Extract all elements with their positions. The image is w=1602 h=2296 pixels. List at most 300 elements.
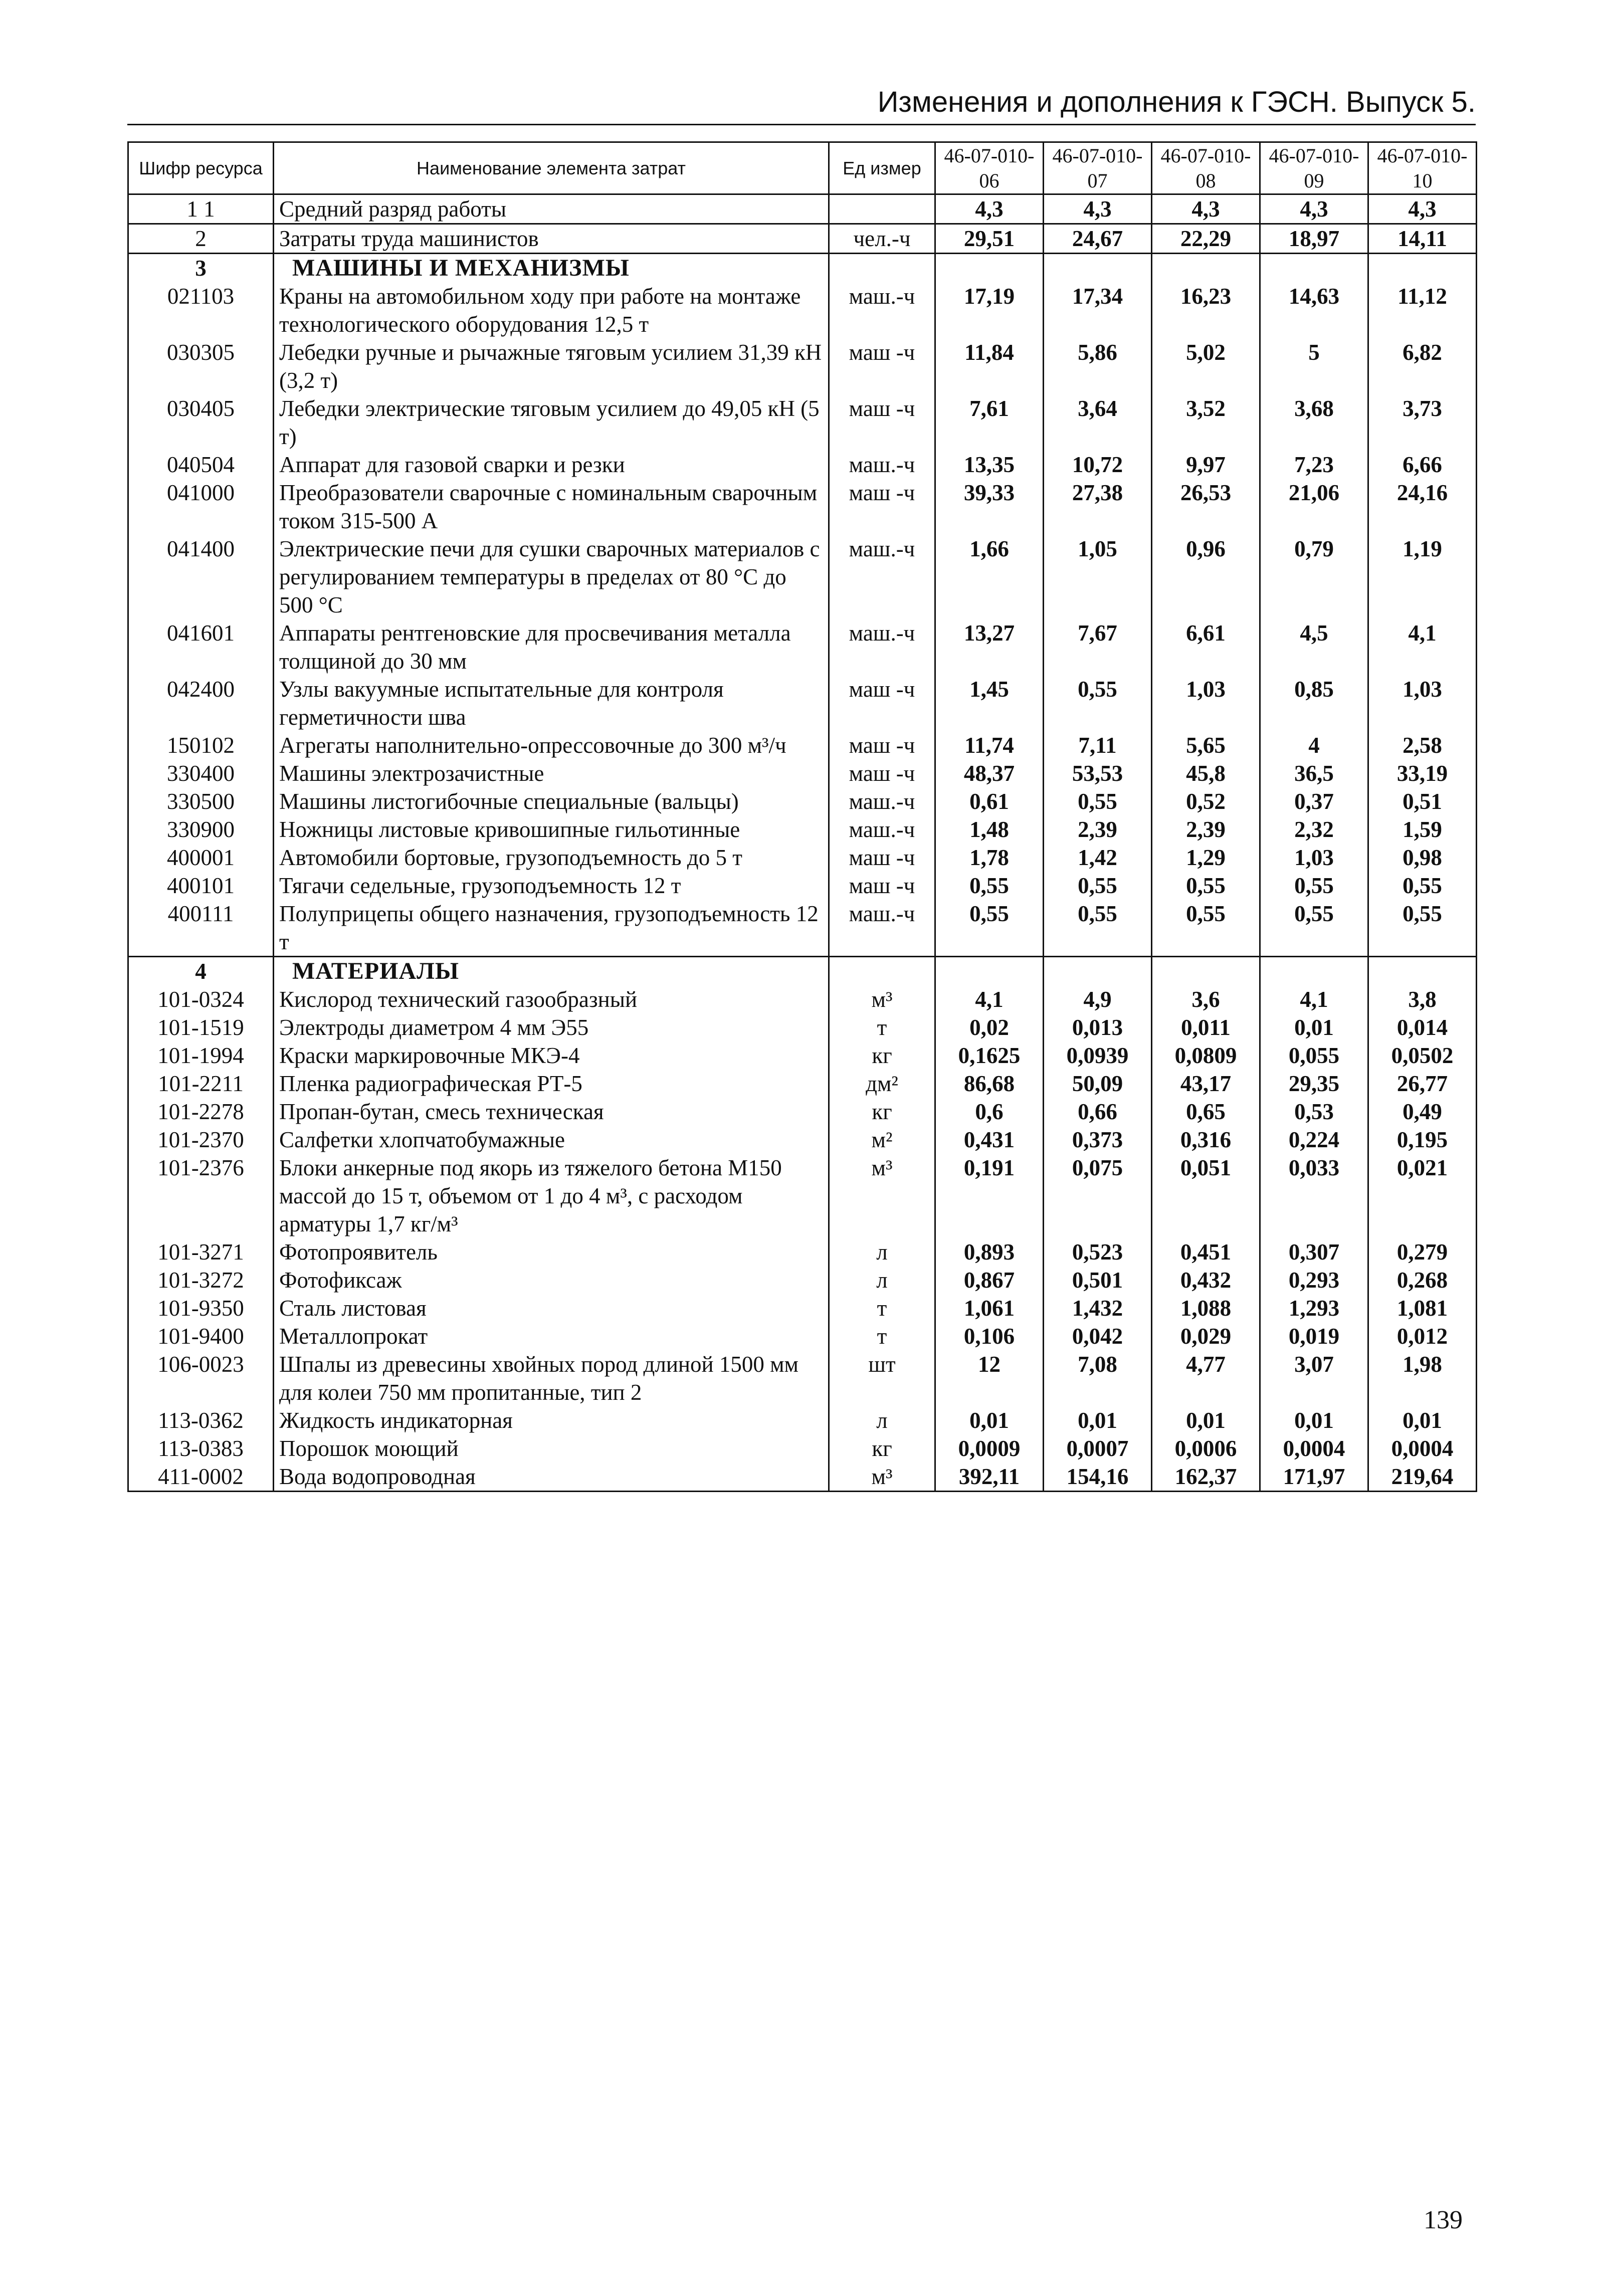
resource-name: Пропан-бутан, смесь техническая bbox=[274, 1098, 829, 1126]
table-row bbox=[128, 787, 1477, 815]
resource-unit: маш -ч bbox=[829, 731, 935, 759]
table-row bbox=[128, 1322, 1477, 1350]
resource-unit: т bbox=[829, 1013, 935, 1041]
norm-value: 7,11 bbox=[1044, 731, 1152, 759]
norm-value: 1,061 bbox=[935, 1294, 1044, 1322]
column-header-norm: 46-07-010-10 bbox=[1368, 142, 1477, 194]
norm-value: 0,65 bbox=[1152, 1098, 1260, 1126]
table-row bbox=[128, 731, 1477, 759]
column-header-norm: 46-07-010-07 bbox=[1044, 142, 1152, 194]
norm-value: 0,373 bbox=[1044, 1126, 1152, 1154]
norm-value: 4,1 bbox=[935, 985, 1044, 1013]
norm-value: 1,293 bbox=[1260, 1294, 1368, 1322]
resource-name: Салфетки хлопчатобумажные bbox=[274, 1126, 829, 1154]
norm-value bbox=[935, 254, 1044, 283]
page-header bbox=[127, 75, 1476, 125]
resource-unit: маш.-ч bbox=[829, 451, 935, 479]
norm-value: 0,279 bbox=[1368, 1238, 1477, 1266]
resource-name: Лебедки ручные и рычажные тяговым усилием 31,39 кН (3,2 т) bbox=[274, 338, 829, 394]
resource-unit: л bbox=[829, 1238, 935, 1266]
norm-value: 3,52 bbox=[1152, 394, 1260, 451]
page-number: 139 bbox=[1424, 2206, 1463, 2234]
norm-value: 0,01 bbox=[1260, 1013, 1368, 1041]
norm-value: 0,021 bbox=[1368, 1154, 1477, 1238]
norm-value: 4,3 bbox=[935, 194, 1044, 224]
norm-value: 86,68 bbox=[935, 1070, 1044, 1098]
resource-unit: м³ bbox=[829, 1154, 935, 1238]
norm-value: 4,3 bbox=[1152, 194, 1260, 224]
resource-name: Затраты труда машинистов bbox=[274, 224, 829, 254]
resource-code: 041601 bbox=[128, 619, 274, 675]
resource-code: 041000 bbox=[128, 479, 274, 535]
table-row bbox=[128, 224, 1477, 254]
norm-value: 0,02 bbox=[935, 1013, 1044, 1041]
norm-value: 0,893 bbox=[935, 1238, 1044, 1266]
resource-code: 030405 bbox=[128, 394, 274, 451]
resource-code: 030305 bbox=[128, 338, 274, 394]
norm-value: 29,35 bbox=[1260, 1070, 1368, 1098]
norm-value: 0,106 bbox=[935, 1322, 1044, 1350]
column-header-code: Шифр ресурса bbox=[128, 142, 274, 194]
norm-value: 13,35 bbox=[935, 451, 1044, 479]
resource-code: 101-1994 bbox=[128, 1041, 274, 1070]
resource-unit: шт bbox=[829, 1350, 935, 1406]
resource-name: Вода водопроводная bbox=[274, 1463, 829, 1492]
norm-value: 10,72 bbox=[1044, 451, 1152, 479]
norm-value: 4,9 bbox=[1044, 985, 1152, 1013]
norm-value: 4 bbox=[1260, 731, 1368, 759]
norm-value: 0,431 bbox=[935, 1126, 1044, 1154]
norm-value: 0,867 bbox=[935, 1266, 1044, 1294]
resource-name: Лебедки электрические тяговым усилием до 49,05 кН (5 т) bbox=[274, 394, 829, 451]
resource-name: Краны на автомобильном ходу при работе на монтаже технологического оборудования 12,5 т bbox=[274, 282, 829, 338]
table-row bbox=[128, 1013, 1477, 1041]
norm-value bbox=[1260, 957, 1368, 986]
norm-value: 26,53 bbox=[1152, 479, 1260, 535]
table-row bbox=[128, 1294, 1477, 1322]
norm-value: 0,61 bbox=[935, 787, 1044, 815]
norm-value: 0,019 bbox=[1260, 1322, 1368, 1350]
norm-value: 0,029 bbox=[1152, 1322, 1260, 1350]
norm-value: 0,0006 bbox=[1152, 1434, 1260, 1463]
resource-name: Автомобили бортовые, грузоподъемность до 5 т bbox=[274, 844, 829, 872]
resource-name: Электроды диаметром 4 мм Э55 bbox=[274, 1013, 829, 1041]
resource-unit: маш -ч bbox=[829, 844, 935, 872]
norm-value: 39,33 bbox=[935, 479, 1044, 535]
resource-name: Порошок моющий bbox=[274, 1434, 829, 1463]
norm-value: 0,51 bbox=[1368, 787, 1477, 815]
norm-value: 48,37 bbox=[935, 759, 1044, 787]
table-row bbox=[128, 338, 1477, 394]
resource-code: 101-0324 bbox=[128, 985, 274, 1013]
norm-value: 26,77 bbox=[1368, 1070, 1477, 1098]
norm-value: 2,32 bbox=[1260, 815, 1368, 844]
norm-value bbox=[1044, 957, 1152, 986]
resource-name: Жидкость индикаторная bbox=[274, 1406, 829, 1434]
norm-value: 4,1 bbox=[1368, 619, 1477, 675]
norm-value: 1,03 bbox=[1152, 675, 1260, 731]
resource-unit: т bbox=[829, 1294, 935, 1322]
table-row bbox=[128, 815, 1477, 844]
resource-unit: маш -ч bbox=[829, 479, 935, 535]
norm-value: 0,55 bbox=[1368, 872, 1477, 900]
resource-unit: чел.-ч bbox=[829, 224, 935, 254]
resource-name: Аппарат для газовой сварки и резки bbox=[274, 451, 829, 479]
norm-value: 5 bbox=[1260, 338, 1368, 394]
norm-value: 0,014 bbox=[1368, 1013, 1477, 1041]
resource-unit: л bbox=[829, 1266, 935, 1294]
resource-name: Электрические печи для сушки сварочных материалов с регулированием температуры в пределах от 80 °С до 500 °С bbox=[274, 535, 829, 619]
norm-value: 1,088 bbox=[1152, 1294, 1260, 1322]
norm-value: 0,0939 bbox=[1044, 1041, 1152, 1070]
table-row bbox=[128, 394, 1477, 451]
norm-value: 1,48 bbox=[935, 815, 1044, 844]
resource-name: Краски маркировочные МКЭ-4 bbox=[274, 1041, 829, 1070]
norm-value: 36,5 bbox=[1260, 759, 1368, 787]
norm-value: 24,67 bbox=[1044, 224, 1152, 254]
norm-value: 3,68 bbox=[1260, 394, 1368, 451]
resource-name: Средний разряд работы bbox=[274, 194, 829, 224]
norm-value: 33,19 bbox=[1368, 759, 1477, 787]
column-header-norm: 46-07-010-09 bbox=[1260, 142, 1368, 194]
table-row bbox=[128, 1154, 1477, 1238]
table-row bbox=[128, 619, 1477, 675]
norm-value bbox=[1368, 254, 1477, 283]
table-row bbox=[128, 1041, 1477, 1070]
column-header-norm: 46-07-010-06 bbox=[935, 142, 1044, 194]
table-body bbox=[128, 194, 1477, 1492]
norm-value: 0,55 bbox=[1260, 872, 1368, 900]
resource-code: 042400 bbox=[128, 675, 274, 731]
norm-value: 2,39 bbox=[1044, 815, 1152, 844]
norm-value: 3,73 bbox=[1368, 394, 1477, 451]
resource-unit: маш -ч bbox=[829, 338, 935, 394]
norm-value: 14,11 bbox=[1368, 224, 1477, 254]
norm-value: 392,11 bbox=[935, 1463, 1044, 1492]
resource-code: 106-0023 bbox=[128, 1350, 274, 1406]
resource-unit: м³ bbox=[829, 985, 935, 1013]
table-row bbox=[128, 194, 1477, 224]
norm-value: 4,3 bbox=[1368, 194, 1477, 224]
norm-value: 0,432 bbox=[1152, 1266, 1260, 1294]
norm-value: 12 bbox=[935, 1350, 1044, 1406]
norm-value: 1,19 bbox=[1368, 535, 1477, 619]
norm-value: 14,63 bbox=[1260, 282, 1368, 338]
resource-code: 021103 bbox=[128, 282, 274, 338]
resource-unit: маш.-ч bbox=[829, 787, 935, 815]
resource-name: Полуприцепы общего назначения, грузоподъемность 12 т bbox=[274, 900, 829, 957]
resource-code: 330500 bbox=[128, 787, 274, 815]
table-row bbox=[128, 759, 1477, 787]
norm-value: 0,55 bbox=[1368, 900, 1477, 957]
resource-unit: дм² bbox=[829, 1070, 935, 1098]
resource-name: Металлопрокат bbox=[274, 1322, 829, 1350]
norm-value: 0,268 bbox=[1368, 1266, 1477, 1294]
norm-value: 0,01 bbox=[1368, 1406, 1477, 1434]
norm-value: 29,51 bbox=[935, 224, 1044, 254]
norm-value: 0,0004 bbox=[1368, 1434, 1477, 1463]
resource-name: Тягачи седельные, грузоподъемность 12 т bbox=[274, 872, 829, 900]
table-row bbox=[128, 1434, 1477, 1463]
norm-value: 1,66 bbox=[935, 535, 1044, 619]
resource-unit: т bbox=[829, 1322, 935, 1350]
resource-code: 101-3272 bbox=[128, 1266, 274, 1294]
table-row bbox=[128, 675, 1477, 731]
norm-value: 21,06 bbox=[1260, 479, 1368, 535]
resource-unit: л bbox=[829, 1406, 935, 1434]
resource-name: Шпалы из древесины хвойных пород длиной 1500 мм для колеи 750 мм пропитанные, тип 2 bbox=[274, 1350, 829, 1406]
column-header-norm: 46-07-010-08 bbox=[1152, 142, 1260, 194]
norm-value: 5,86 bbox=[1044, 338, 1152, 394]
resource-code: 101-3271 bbox=[128, 1238, 274, 1266]
norm-value: 11,74 bbox=[935, 731, 1044, 759]
resource-table bbox=[127, 141, 1477, 1492]
norm-value: 11,84 bbox=[935, 338, 1044, 394]
table-row bbox=[128, 1350, 1477, 1406]
resource-code: 101-2278 bbox=[128, 1098, 274, 1126]
norm-value: 3,07 bbox=[1260, 1350, 1368, 1406]
norm-value: 7,61 bbox=[935, 394, 1044, 451]
resource-name: МАШИНЫ И МЕХАНИЗМЫ bbox=[274, 254, 829, 283]
resource-code: 400101 bbox=[128, 872, 274, 900]
norm-value: 4,3 bbox=[1260, 194, 1368, 224]
norm-value: 3,64 bbox=[1044, 394, 1152, 451]
norm-value: 0,55 bbox=[935, 872, 1044, 900]
resource-code: 113-0362 bbox=[128, 1406, 274, 1434]
norm-value: 0,307 bbox=[1260, 1238, 1368, 1266]
resource-unit bbox=[829, 957, 935, 986]
table-row bbox=[128, 900, 1477, 957]
resource-name: Узлы вакуумные испытательные для контроля герметичности шва bbox=[274, 675, 829, 731]
column-header-unit: Ед измер bbox=[829, 142, 935, 194]
norm-value: 1,59 bbox=[1368, 815, 1477, 844]
norm-value: 16,23 bbox=[1152, 282, 1260, 338]
resource-unit: маш -ч bbox=[829, 759, 935, 787]
resource-name: МАТЕРИАЛЫ bbox=[274, 957, 829, 986]
table-row bbox=[128, 1463, 1477, 1492]
resource-unit bbox=[829, 194, 935, 224]
norm-value: 0,01 bbox=[935, 1406, 1044, 1434]
norm-value bbox=[1152, 254, 1260, 283]
resource-code: 041400 bbox=[128, 535, 274, 619]
norm-value: 0,01 bbox=[1152, 1406, 1260, 1434]
norm-value: 1,432 bbox=[1044, 1294, 1152, 1322]
resource-name: Фотопроявитель bbox=[274, 1238, 829, 1266]
norm-value: 45,8 bbox=[1152, 759, 1260, 787]
norm-value: 17,34 bbox=[1044, 282, 1152, 338]
norm-value: 0,012 bbox=[1368, 1322, 1477, 1350]
norm-value: 0,49 bbox=[1368, 1098, 1477, 1126]
resource-unit: маш -ч bbox=[829, 675, 935, 731]
norm-value: 154,16 bbox=[1044, 1463, 1152, 1492]
norm-value: 6,61 bbox=[1152, 619, 1260, 675]
resource-code: 400001 bbox=[128, 844, 274, 872]
resource-name: Фотофиксаж bbox=[274, 1266, 829, 1294]
header-title: Изменения и дополнения к ГЭСН. Выпуск 5. bbox=[877, 86, 1476, 118]
resource-unit: маш.-ч bbox=[829, 535, 935, 619]
table-row bbox=[128, 872, 1477, 900]
norm-value: 0,55 bbox=[1044, 872, 1152, 900]
resource-code: 040504 bbox=[128, 451, 274, 479]
norm-value: 0,501 bbox=[1044, 1266, 1152, 1294]
resource-code: 101-9400 bbox=[128, 1322, 274, 1350]
norm-value: 1,05 bbox=[1044, 535, 1152, 619]
resource-unit: м² bbox=[829, 1126, 935, 1154]
norm-value: 0,79 bbox=[1260, 535, 1368, 619]
resource-name: Кислород технический газообразный bbox=[274, 985, 829, 1013]
norm-value: 17,19 bbox=[935, 282, 1044, 338]
norm-value: 219,64 bbox=[1368, 1463, 1477, 1492]
table-row bbox=[128, 1266, 1477, 1294]
norm-value: 0,55 bbox=[1044, 675, 1152, 731]
resource-name: Преобразователи сварочные с номинальным сварочным током 315-500 А bbox=[274, 479, 829, 535]
norm-value: 0,96 bbox=[1152, 535, 1260, 619]
resource-unit: кг bbox=[829, 1098, 935, 1126]
norm-value: 53,53 bbox=[1044, 759, 1152, 787]
section-row bbox=[128, 957, 1477, 986]
norm-value: 0,85 bbox=[1260, 675, 1368, 731]
table-row bbox=[128, 479, 1477, 535]
resource-unit: маш.-ч bbox=[829, 900, 935, 957]
resource-name: Блоки анкерные под якорь из тяжелого бетона М150 массой до 15 т, объемом от 1 до 4 м³, с расходом арматуры 1,7 кг/м³ bbox=[274, 1154, 829, 1238]
norm-value: 2,58 bbox=[1368, 731, 1477, 759]
norm-value: 1,29 bbox=[1152, 844, 1260, 872]
norm-value: 0,0004 bbox=[1260, 1434, 1368, 1463]
norm-value: 0,033 bbox=[1260, 1154, 1368, 1238]
table-row bbox=[128, 844, 1477, 872]
norm-value: 1,42 bbox=[1044, 844, 1152, 872]
norm-value: 0,66 bbox=[1044, 1098, 1152, 1126]
resource-unit: маш -ч bbox=[829, 872, 935, 900]
norm-value bbox=[1044, 254, 1152, 283]
resource-unit bbox=[829, 254, 935, 283]
resource-unit: кг bbox=[829, 1041, 935, 1070]
norm-value: 1,03 bbox=[1368, 675, 1477, 731]
norm-value bbox=[935, 957, 1044, 986]
norm-value: 5,65 bbox=[1152, 731, 1260, 759]
norm-value: 0,0009 bbox=[935, 1434, 1044, 1463]
norm-value: 0,55 bbox=[1044, 900, 1152, 957]
resource-code: 101-2376 bbox=[128, 1154, 274, 1238]
resource-name: Аппараты рентгеновские для просвечивания металла толщиной до 30 мм bbox=[274, 619, 829, 675]
resource-name: Машины электрозачистные bbox=[274, 759, 829, 787]
norm-value: 18,97 bbox=[1260, 224, 1368, 254]
resource-code: 150102 bbox=[128, 731, 274, 759]
table-header-row bbox=[128, 142, 1477, 194]
norm-value: 9,97 bbox=[1152, 451, 1260, 479]
norm-value: 0,55 bbox=[935, 900, 1044, 957]
norm-value: 24,16 bbox=[1368, 479, 1477, 535]
resource-unit: маш.-ч bbox=[829, 282, 935, 338]
norm-value: 0,01 bbox=[1044, 1406, 1152, 1434]
norm-value: 0,37 bbox=[1260, 787, 1368, 815]
table-row bbox=[128, 1070, 1477, 1098]
norm-value: 3,6 bbox=[1152, 985, 1260, 1013]
resource-code: 113-0383 bbox=[128, 1434, 274, 1463]
norm-value: 0,293 bbox=[1260, 1266, 1368, 1294]
norm-value: 22,29 bbox=[1152, 224, 1260, 254]
norm-value: 0,451 bbox=[1152, 1238, 1260, 1266]
norm-value: 4,3 bbox=[1044, 194, 1152, 224]
norm-value: 43,17 bbox=[1152, 1070, 1260, 1098]
norm-value: 0,53 bbox=[1260, 1098, 1368, 1126]
norm-value: 4,5 bbox=[1260, 619, 1368, 675]
resource-unit: маш -ч bbox=[829, 394, 935, 451]
table-row bbox=[128, 1238, 1477, 1266]
norm-value: 0,316 bbox=[1152, 1126, 1260, 1154]
norm-value: 0,051 bbox=[1152, 1154, 1260, 1238]
norm-value: 171,97 bbox=[1260, 1463, 1368, 1492]
table-row bbox=[128, 985, 1477, 1013]
norm-value: 3,8 bbox=[1368, 985, 1477, 1013]
norm-value: 0,55 bbox=[1260, 900, 1368, 957]
norm-value bbox=[1260, 254, 1368, 283]
norm-value: 6,82 bbox=[1368, 338, 1477, 394]
norm-value: 0,224 bbox=[1260, 1126, 1368, 1154]
norm-value: 162,37 bbox=[1152, 1463, 1260, 1492]
norm-value: 6,66 bbox=[1368, 451, 1477, 479]
norm-value: 0,98 bbox=[1368, 844, 1477, 872]
resource-code: 101-1519 bbox=[128, 1013, 274, 1041]
resource-code: 411-0002 bbox=[128, 1463, 274, 1492]
table-row bbox=[128, 451, 1477, 479]
table-row bbox=[128, 282, 1477, 338]
resource-code: 101-2211 bbox=[128, 1070, 274, 1098]
norm-value: 1,98 bbox=[1368, 1350, 1477, 1406]
norm-value: 7,08 bbox=[1044, 1350, 1152, 1406]
section-row bbox=[128, 254, 1477, 283]
resource-unit: маш.-ч bbox=[829, 619, 935, 675]
norm-value: 0,523 bbox=[1044, 1238, 1152, 1266]
resource-name: Сталь листовая bbox=[274, 1294, 829, 1322]
resource-code: 330900 bbox=[128, 815, 274, 844]
resource-unit: м³ bbox=[829, 1463, 935, 1492]
resource-code: 101-9350 bbox=[128, 1294, 274, 1322]
norm-value: 1,03 bbox=[1260, 844, 1368, 872]
resource-code: 2 bbox=[128, 224, 274, 254]
resource-name: Ножницы листовые кривошипные гильотинные bbox=[274, 815, 829, 844]
table-row bbox=[128, 1126, 1477, 1154]
resource-name: Машины листогибочные специальные (вальцы) bbox=[274, 787, 829, 815]
norm-value: 0,6 bbox=[935, 1098, 1044, 1126]
resource-code: 4 bbox=[128, 957, 274, 986]
norm-value: 2,39 bbox=[1152, 815, 1260, 844]
norm-value: 0,042 bbox=[1044, 1322, 1152, 1350]
norm-value bbox=[1368, 957, 1477, 986]
norm-value: 50,09 bbox=[1044, 1070, 1152, 1098]
resource-name: Пленка радиографическая РТ-5 bbox=[274, 1070, 829, 1098]
column-header-name: Наименование элемента затрат bbox=[274, 142, 829, 194]
norm-value: 0,011 bbox=[1152, 1013, 1260, 1041]
norm-value: 0,191 bbox=[935, 1154, 1044, 1238]
norm-value: 0,0502 bbox=[1368, 1041, 1477, 1070]
norm-value: 0,55 bbox=[1152, 900, 1260, 957]
norm-value: 4,1 bbox=[1260, 985, 1368, 1013]
table-row bbox=[128, 1406, 1477, 1434]
norm-value: 0,1625 bbox=[935, 1041, 1044, 1070]
resource-name: Агрегаты наполнительно-опрессовочные до 300 м³/ч bbox=[274, 731, 829, 759]
norm-value: 27,38 bbox=[1044, 479, 1152, 535]
norm-value: 0,0809 bbox=[1152, 1041, 1260, 1070]
resource-code: 3 bbox=[128, 254, 274, 283]
resource-unit: кг bbox=[829, 1434, 935, 1463]
norm-value: 0,055 bbox=[1260, 1041, 1368, 1070]
norm-value: 1,45 bbox=[935, 675, 1044, 731]
resource-code: 330400 bbox=[128, 759, 274, 787]
norm-value: 7,67 bbox=[1044, 619, 1152, 675]
resource-unit: маш.-ч bbox=[829, 815, 935, 844]
norm-value: 11,12 bbox=[1368, 282, 1477, 338]
